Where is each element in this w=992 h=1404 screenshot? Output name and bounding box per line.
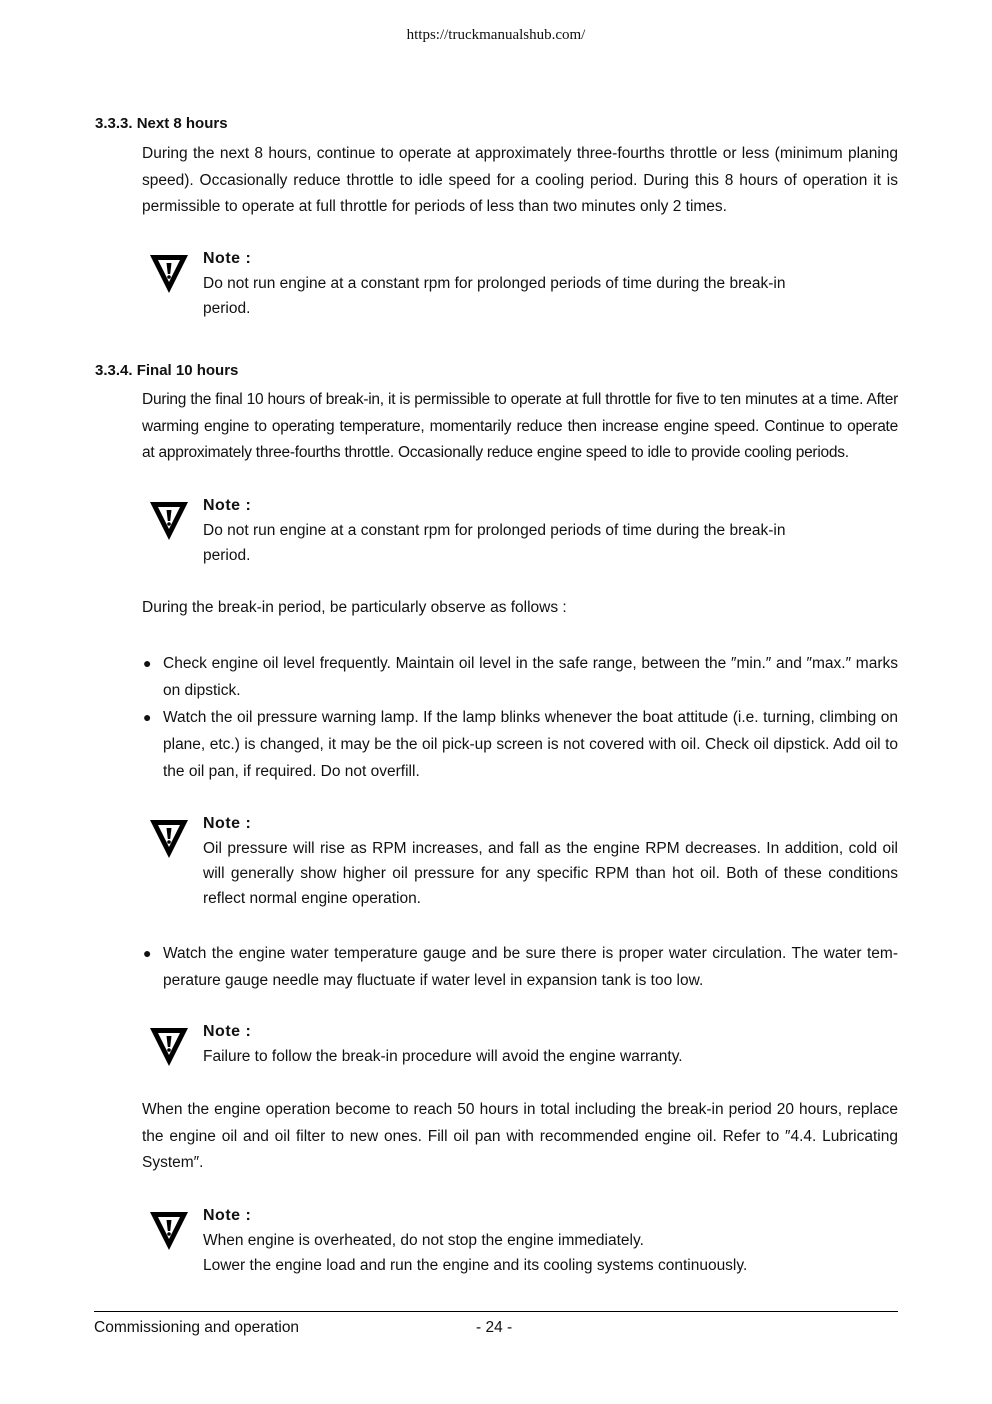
observe-list	[142, 650, 898, 785]
list-item-text: Watch the oil pressure warning lamp. If the lamp blinks whenever the boat attitude (i.e. turning, climbing on plane, etc.) is changed, it may be the oil pick-up screen is not covered with oil. Check oil dipstick. Add oil to the oil pan, if required. Do not overfill.	[163, 709, 898, 780]
note-line: Do not run engine at a constant rpm for prolonged periods of time during the break-in	[203, 275, 786, 292]
note-body	[203, 836, 898, 911]
warning-triangle-icon	[147, 1209, 191, 1253]
note-box-2	[147, 497, 907, 572]
warning-triangle-icon	[147, 817, 191, 861]
bullet-icon: ●	[143, 945, 152, 961]
note-line: period.	[203, 300, 251, 317]
list-item-text: Check engine oil level frequently. Maintain oil level in the safe range, between the ″min.″ and ″max.″ marks on dipstick.	[163, 655, 898, 699]
note-line: Oil pressure will rise as RPM increases, and fall as the engine RPM decreases. In addition, cold oil will generally show higher oil pressure for any specific RPM than hot oil. Both of these conditions reflect normal engine operation.	[203, 840, 898, 907]
note-line: When engine is overheated, do not stop the engine immediately.	[203, 1232, 644, 1249]
observe-list-continued	[142, 940, 898, 994]
list-item-text: Watch the engine water temperature gauge and be sure there is proper water circulation. The water tem-perature gauge needle may fluctuate if water level in expansion tank is too low.	[163, 945, 898, 989]
observe-intro: During the break-in period, be particularly observe as follows :	[142, 599, 567, 616]
warning-triangle-icon	[147, 1025, 191, 1069]
warning-triangle-icon	[147, 499, 191, 543]
section-paragraph-3-3-3: During the next 8 hours, continue to operate at approximately three-fourths throttle or less (minimum planing speed). Occasionally reduce throttle to idle speed for a cooling period. During this 8 hours of operation it is permissible to operate at full throttle for periods of less than two minutes only 2 times.	[142, 145, 898, 216]
footer-section-name: Commissioning and operation	[94, 1319, 300, 1336]
note-body	[203, 271, 898, 321]
note-box-4	[147, 1023, 907, 1073]
footer-divider	[94, 1311, 898, 1312]
bullet-icon: ●	[143, 655, 152, 671]
note-title: Note :	[203, 815, 252, 832]
note-line: Do not run engine at a constant rpm for prolonged periods of time during the break-in	[203, 522, 786, 539]
section-paragraph-3-3-4: During the final 10 hours of break-in, it is permissible to operate at full throttle for five to ten minutes at a time. After warming engine to operating temperature, momentarily reduce then increase engine speed. Continue to operate at approximately three-fourths throttle. Occasionally reduce engine speed to idle to provide cooling periods.	[142, 391, 898, 462]
note-title: Note :	[203, 497, 252, 514]
bullet-icon: ●	[143, 709, 152, 725]
note-title: Note :	[203, 1023, 252, 1040]
note-body	[203, 1228, 898, 1278]
note-box-1	[147, 250, 907, 325]
section-heading-3-3-3: 3.3.3. Next 8 hours	[95, 115, 228, 132]
note-body	[203, 518, 898, 568]
warning-triangle-icon	[147, 252, 191, 296]
note-line: Failure to follow the break-in procedure will avoid the engine warranty.	[203, 1048, 683, 1065]
note-box-5	[147, 1207, 907, 1282]
list-item	[142, 704, 898, 785]
note-line: period.	[203, 547, 251, 564]
note-title: Note :	[203, 250, 252, 267]
list-item	[142, 650, 898, 704]
note-box-3	[147, 815, 907, 915]
oil-change-paragraph: When the engine operation become to reach 50 hours in total including the break-in period 20 hours, replace the engine oil and oil filter to new ones. Fill oil pan with recommended engine oil. Refer to ″4.4. Lubricating System″.	[142, 1101, 898, 1172]
section-heading-3-3-4: 3.3.4. Final 10 hours	[95, 362, 239, 379]
list-item	[142, 940, 898, 994]
note-title: Note :	[203, 1207, 252, 1224]
header-url: https://truckmanualshub.com/	[406, 27, 586, 43]
note-body	[203, 1044, 898, 1069]
note-line: Lower the engine load and run the engine and its cooling systems continuously.	[203, 1257, 748, 1274]
footer-page-number: - 24 -	[476, 1319, 513, 1336]
